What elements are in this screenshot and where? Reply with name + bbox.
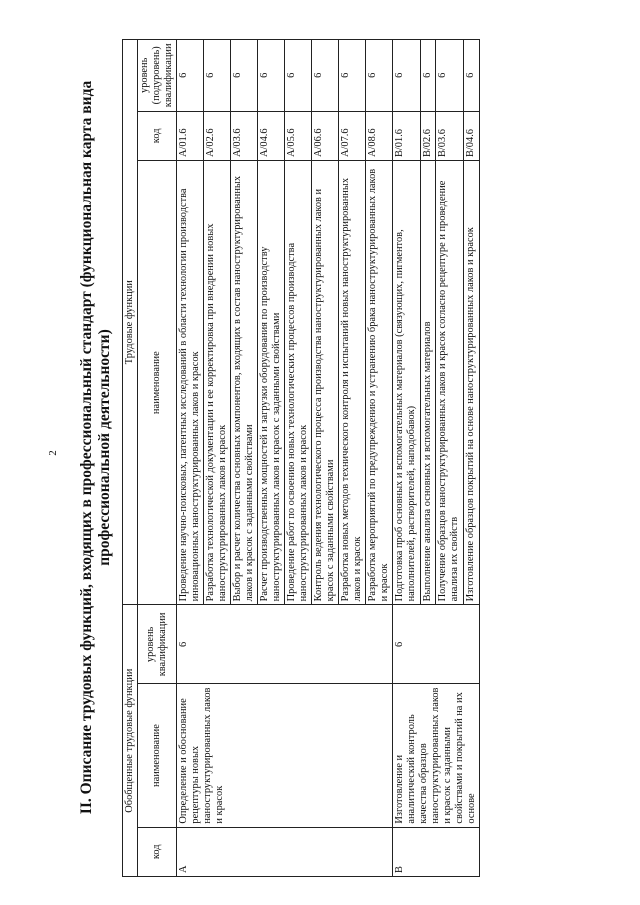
function-name: Выполнение анализа основных и вспомогательных материалов — [420, 161, 436, 605]
function-level: 6 — [436, 40, 464, 112]
header-level: уровень квалификации — [138, 605, 177, 684]
group-name: Изготовление и аналитический контроль качества образцов наноструктурированных лаков и красок с заданными свойствами и покрытий на их основе — [393, 684, 480, 827]
header-generalized-functions: Обобщенные трудовые функции — [123, 605, 138, 877]
function-code: A/07.6 — [339, 111, 366, 160]
function-level: 6 — [204, 40, 231, 112]
function-level: 6 — [464, 40, 480, 112]
function-level: 6 — [258, 40, 285, 112]
function-name: Разработка мероприятий по предупреждению и устранению брака наноструктурированных лаков и красок — [366, 161, 393, 605]
function-level: 6 — [285, 40, 312, 112]
function-name: Изготовление образцов покрытий на основе наноструктурированных лаков и красок — [464, 161, 480, 605]
group-code: B — [393, 827, 480, 876]
function-level: 6 — [312, 40, 339, 112]
group-name: Определение и обоснование рецептуры новых наноструктурированных лаков и красок — [177, 684, 393, 827]
function-name: Выбор и расчет количества основных компонентов, входящих в состав наноструктурированных лаков и красок с заданными свойствами — [231, 161, 258, 605]
functional-map-table — [122, 39, 480, 877]
header-row-groups — [123, 40, 138, 877]
function-code: A/06.6 — [312, 111, 339, 160]
function-name: Получение образцов наноструктурированных лаков и красок согласно рецептуре и проведение анализа их свойств — [436, 161, 464, 605]
group-code: A — [177, 827, 393, 876]
function-name: Разработка технологической документации и ее корректировка при внедрении новых наноструктурированных лаков и красок — [204, 161, 231, 605]
function-level: 6 — [393, 40, 421, 112]
header-name: наименование — [138, 684, 177, 827]
header-sublevel: уровень (подуровень) квалификации — [138, 40, 177, 112]
function-code: A/02.6 — [204, 111, 231, 160]
function-name: Подготовка проб основных и вспомогательных материалов (связующих, пигментов, наполнителей, растворителей, наподобавок) — [393, 161, 421, 605]
group-level: 6 — [177, 605, 393, 684]
header-labor-functions: Трудовые функции — [123, 40, 138, 605]
function-code: B/03.6 — [436, 111, 464, 160]
function-name: Контроль ведения технологического процесса производства наноструктурированных лаков и красок с заданными свойствами — [312, 161, 339, 605]
header-function-name: наименование — [138, 161, 177, 605]
function-code: A/03.6 — [231, 111, 258, 160]
function-level: 6 — [231, 40, 258, 112]
header-function-code: код — [138, 111, 177, 160]
function-code: B/04.6 — [464, 111, 480, 160]
function-level: 6 — [339, 40, 366, 112]
function-level: 6 — [366, 40, 393, 112]
function-code: A/01.6 — [177, 111, 204, 160]
function-code: A/08.6 — [366, 111, 393, 160]
function-level: 6 — [420, 40, 436, 112]
section-title: II. Описание трудовых функций, входящих в профессиональный стандарт (функциональная карта вида профессиональной деятельности) — [78, 80, 113, 815]
header-code: код — [138, 827, 177, 876]
function-level: 6 — [177, 40, 204, 112]
table-row — [393, 40, 421, 877]
function-code: A/04.6 — [258, 111, 285, 160]
group-level: 6 — [393, 605, 480, 684]
function-name: Разработка новых методов технического контроля и испытаний новых наноструктурированных лаков и красок — [339, 161, 366, 605]
header-row-columns — [138, 40, 177, 877]
function-name: Проведение научно-поисковых, патентных исследований в области технологии производства инновационных наноструктурированных лаков и красок — [177, 161, 204, 605]
function-code: B/02.6 — [420, 111, 436, 160]
page-number: 2 — [46, 450, 59, 456]
function-code: B/01.6 — [393, 111, 421, 160]
function-code: A/05.6 — [285, 111, 312, 160]
function-name: Проведение работ по освоению новых технологических процессов производства наноструктурированных лаков и красок — [285, 161, 312, 605]
function-name: Расчет производственных мощностей и загрузки оборудования по производству наноструктурированных лаков и красок с заданными свойствами — [258, 161, 285, 605]
table-row — [177, 40, 204, 877]
